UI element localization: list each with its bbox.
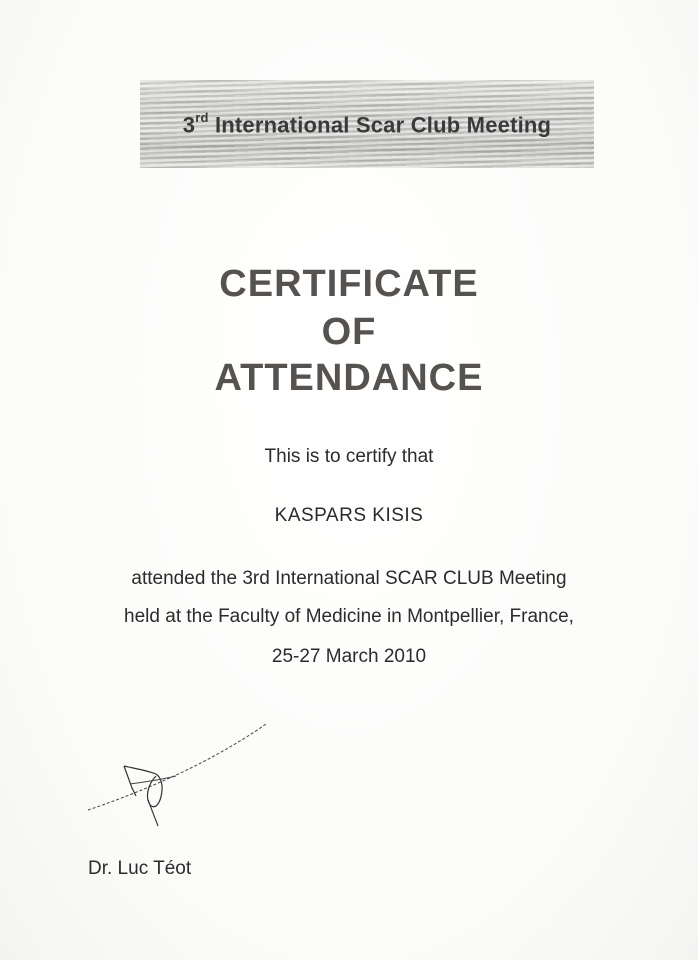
title-ordinal-number: 3 [182,112,196,138]
title-ordinal-suffix: rd [195,110,209,125]
signatory-name: Dr. Luc Téot [88,858,192,879]
attendance-line-1: attended the 3rd International SCAR CLUB Meeting [131,568,567,589]
certify-text: This is to certify that [264,446,434,467]
heading-certificate: CERTIFICATE [219,263,479,305]
header-banner [140,80,594,168]
handwritten-signature [84,718,274,830]
title-text: International Scar Club Meeting [208,112,552,138]
attendance-line-2: held at the Faculty of Medicine in Montpellier, France, [124,606,574,627]
meeting-title [140,112,594,138]
heading-of: OF [321,311,377,353]
heading-attendance: ATTENDANCE [214,357,484,399]
recipient-name: KASPARS KISIS [274,505,424,526]
attendance-dates: 25-27 March 2010 [271,646,427,667]
